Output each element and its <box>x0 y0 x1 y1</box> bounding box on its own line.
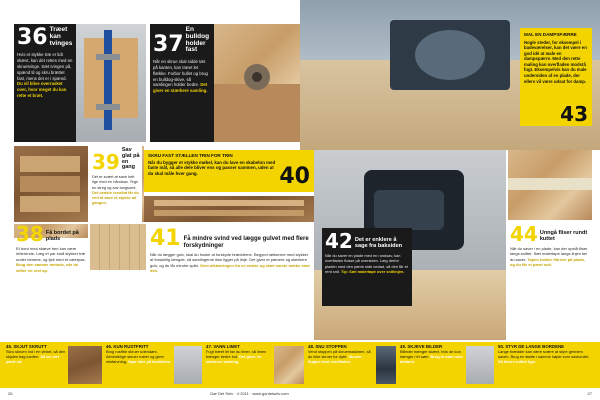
tip-44-number: 44 <box>510 222 538 246</box>
tip-43-number: 43 <box>560 102 588 126</box>
tip-38-highlight: Brug den samme metode, når du stiller en reol op. <box>16 262 79 273</box>
strip-tip-49-body: Billeder hænger skævt, hvis de kun hænger i ét søm. <box>400 349 461 360</box>
strip-tip-46 <box>106 344 172 388</box>
sawing-photo <box>14 146 88 222</box>
strip-tip-46-body: Brug rustfrie skruer udendørs. Almindelige skruer ruster og giver misfarvning. <box>106 349 164 365</box>
tip-41-title: Få mindre svind ved lægge gulvet med flere forskydninger <box>183 236 309 249</box>
strip-tip-45-body: Skru skruen ind i en vinkel, så den skjules bag kanten. <box>6 349 66 360</box>
tip-42-number: 42 <box>325 229 353 253</box>
strip-tip-48 <box>308 344 374 388</box>
floor-photo <box>90 224 146 270</box>
strip-tip-50-body: Lange brædder kan være svære at styre gennem saven. Brug en støtte i samme højde som savbordet. <box>498 349 590 360</box>
tip-44-body: Når du saver i en plade, kan der opstå fliser langs snittet. Sæt malertape langs linjen før du saver. <box>510 246 588 262</box>
tip-43-head: MAL EN DAMPSPÆRRE <box>524 32 577 37</box>
tip-39-body: Det er svært at save helt lige med en håndsav. Tegn en streg og sav langsomt. <box>92 174 139 190</box>
strip-thumb-47 <box>274 346 304 384</box>
strip-tip-49 <box>400 344 466 388</box>
strip-tip-45-head: 45. SKJUT SKRUTT <box>6 344 47 349</box>
strip-tip-48-highlight: Skruen flugter med overfladen. <box>308 354 362 365</box>
footer-center: Gør Det Selv · 4·2011 · www.gordetselv.com <box>210 391 289 396</box>
tip-37-box <box>150 24 214 142</box>
tape-photo <box>508 150 592 220</box>
tip-44-box <box>508 222 592 338</box>
strip-thumb-46 <box>174 346 202 384</box>
strip-thumb-48 <box>376 346 396 384</box>
strip-tip-45 <box>6 344 66 388</box>
strip-tip-47 <box>206 344 272 388</box>
tip-38-number: 38 <box>16 222 44 246</box>
tip-37-highlight: Det giver en stærkere samling. <box>153 82 208 94</box>
template-photo <box>144 196 314 222</box>
strip-tip-50-head: 50. STYR DE LANGE BORDENE <box>498 344 565 349</box>
strip-tip-50-highlight: Så bliver snittet lige. <box>498 359 536 365</box>
right-page-number: 27 <box>587 391 592 396</box>
strip-tip-48-body: Vend stoppen på skruemaskinen, så du ikke skruer for dybt. <box>308 349 371 360</box>
left-page-number: 26 <box>8 391 13 396</box>
tip-42-box <box>322 228 412 306</box>
tip-36-box <box>14 24 76 142</box>
bottom-tips-strip <box>0 342 600 388</box>
tip-37-title: En bulldog holder fast <box>185 26 210 54</box>
strip-tip-46-head: 46. KUN RUSTFRITT <box>106 344 149 349</box>
tip-40-head: SKRU FAST STÆLLEN TRIN FOR TRIN <box>148 153 233 158</box>
tip-38-box <box>14 222 88 340</box>
page-footer <box>0 388 600 400</box>
strip-tip-45-highlight: Så ser det pænt ud. <box>6 354 60 365</box>
tip-41-box <box>148 226 314 338</box>
tip-40-number: 40 <box>279 164 310 189</box>
tip-40-body: Når du bygger et stykke møbel, kan du lave en skabelon med faste mål, så alle dele bliver ens og passer sammen, uden at du skal måle hver gang. <box>148 159 276 176</box>
tip-39-title: Sav glat på en gang <box>121 147 140 171</box>
tip-42-title: Det er enklere å sage fra baksiden <box>354 237 403 250</box>
tip-38-title: Få bordet på plads <box>45 230 79 243</box>
strip-tip-48-head: 48. SNU STOPPEN <box>308 344 347 349</box>
bulldog-photo <box>214 24 300 142</box>
tip-38-body: Et bord med skæve ben kan være irriterende. Læg et par små stykker træ under benene, og tjek med et vaterpas. <box>16 246 86 262</box>
tip-37-body: Når en skrue skal sidde tæt på kanten, kan træet let flække. Forbor hullet og brug en bulldog-skive, så samlingen holder bedre. <box>153 59 208 88</box>
strip-tip-50 <box>498 344 594 388</box>
strip-tip-46-highlight: Spar ikke på kvaliteten. <box>128 359 172 365</box>
tip-39-number: 39 <box>92 150 120 175</box>
strip-tip-49-highlight: Brug to søm med afstand. <box>400 354 463 365</box>
tip-42-highlight: Tip: Sæt malertape over snitlinjen. <box>341 268 405 274</box>
tip-36-number: 36 <box>17 25 48 51</box>
tip-41-body: Når du lægger gulv, skal du huske at forskyde brædderne. Begynd rækkerne med stykker af forskellig længde, så samlingerne ikke ligger på linje. Det giver et pænere og stærkere gulv, og du får mindre spild. <box>150 252 309 268</box>
tip-44-title: Unngå fliser rundt kuttet <box>539 230 588 243</box>
tip-36-highlight: Du vil blive overrasket over, hvor meget du kan rette et bræt. <box>17 81 67 99</box>
tip-42-body: Når du saver en plade med en rundsav, kan overfladen flosse på oversiden. Læg derfor pladen med den pæne side nedad, så den får et rent snit. <box>325 253 408 274</box>
strip-tip-49-head: 49. SKJEVE BILDER <box>400 344 443 349</box>
tip-40-box <box>144 150 314 192</box>
tip-43-box <box>520 28 592 126</box>
tip-43-body: Nogle steder, for eksempel i badeværelser, kan det være en god idé at male en dampspærre. Med den rette maling kan overfladen modstå fugt. Eksempelvis kan du male undersiden af en plade, der ellers vil være udsat for damp. <box>524 39 587 84</box>
strip-thumb-49 <box>466 346 494 384</box>
strip-tip-47-head: 47. VANN LIMET <box>206 344 240 349</box>
tip-37-number: 37 <box>153 32 184 58</box>
strip-thumb-45 <box>68 346 102 384</box>
tip-39-highlight: Det bedste resultat får du ved at save et stykke ad gangen. <box>92 189 139 206</box>
tip-36-body: Hvis et stykke træ er lidt skævt, kan det rettes med en skruetvinge. Sæt tvingen på, spænd til og skru brættet fast, mens det er i spænd. <box>17 52 73 81</box>
strip-tip-47-highlight: Det giver en stærkere samling. <box>206 354 262 365</box>
clamp-photo <box>76 24 146 142</box>
tip-36-title: Træet kan tvinges <box>49 26 73 47</box>
tip-39-box <box>90 146 142 222</box>
tip-41-number: 41 <box>150 226 181 251</box>
strip-tip-47-body: Fugt træet let før du limer, så limen trænger bedre ind. <box>206 349 267 360</box>
tip-44-highlight: Tapen holder fibrene på plads, og du får et pænt snit. <box>510 256 586 268</box>
tip-41-highlight: Gem afskæringen fra en række og start næste række med den. <box>150 262 310 274</box>
